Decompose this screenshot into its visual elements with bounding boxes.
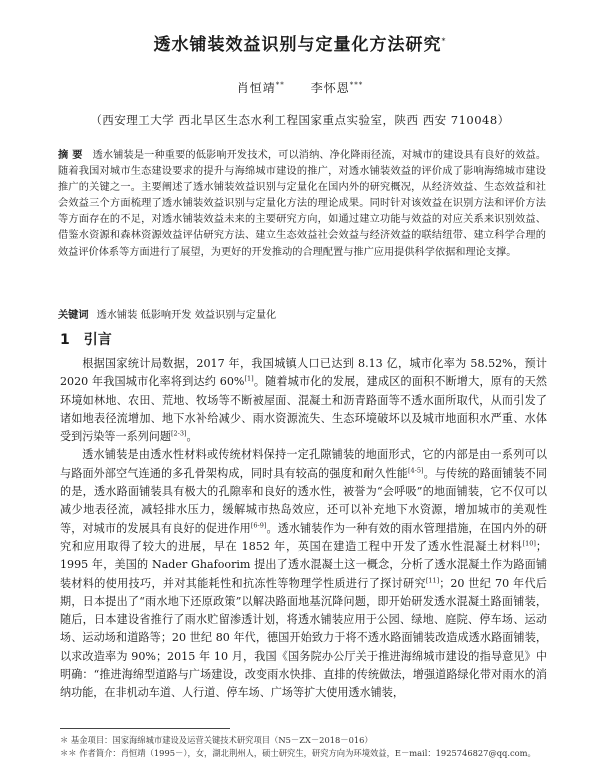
section-title: 引言	[83, 332, 112, 348]
author-first-mark: **	[275, 81, 285, 89]
footnote-author: ＊＊ 作者简介：肖恒靖（1995－），女，湖北荆州人，硕士研究生，研究方向为环境效益，E－mail：1925746827@qq.com。	[60, 748, 536, 758]
citation: [10]	[522, 539, 536, 548]
footnote-funding: ＊ 基金项目：国家海绵城市建设及运营关键技术研究项目（N5－ZX－2018－016）	[60, 735, 373, 745]
abstract-text: 透水铺装是一种重要的低影响开发技术，可以消纳、净化降雨径流，对城市的建设具有良好的效益。随着我国对城市生态建设要求的提升与海绵城市建设的推广，对透水铺装效益的评价成了影响海绵城市建设推广的关键之一。主要阐述了透水铺装效益识别与定量化在国内外的研究概况，从经济效益、生态效益和社会效益三个方面梳理了透水铺装效益识别与定量化方法的理论成果。同时针对该效益在识别方法和评价方法等方面存在的不足，对透水铺装效益未来的主要研究方向，如通过建立功能与效益的对应关系来识别效益、借鉴水资源和森林资源效益评估研究方法、建立生态效益社会效益与经济效益的联结纽带、建立科学合理的效益评价体系等方面进行了展望，为更好的开发推动的合理配置与推广应用提供科学依据和理论支撑。	[58, 150, 547, 258]
section-number: 1	[60, 332, 70, 348]
paragraph: 透水铺装是由透水性材料或传统材料保持一定孔隙铺装的地面形式，它的内部是由一系列可以与路面外部空气连通的多孔骨架构成，同时具有较高的强度和耐久性能[4-5]。与传统的路面铺装不同的是，透水路面铺装具有极大的孔隙率和良好的透水性，被誉为“会呼吸”的地面铺装，它不仅可以减少地表径流，减轻排水压力，缓解城市热岛效应，还可以补充地下水资源，增加城市的美观性等，对城市的发展具有良好的促进作用[6-9]。透水铺装作为一种有效的雨水管理措施，在国内外的研究和应用取得了较大的进展，早在 1852 年，英国在建造工程中开发了透水性混凝土材料[10]；1995 年，美国的 Nader Ghafoorim 提出了透水混凝土这一概念，分析了透水混凝土作为路面铺装材料的使用技巧，并对其能耗性和抗冻性等物理学性质进行了探讨研究[11]；20 世纪 70 年代后期，日本提出了“雨水地下还原政策”以解决路面地基沉降问题，即开始研发透水混凝土路面铺装，随后，日本建设省推行了雨水贮留渗透计划，将透水铺装应用于公园、绿地、庭院、停车场、运动场、运动场和道路等；20 世纪 80 年代，德国开始致力于将不透水路面铺装改造成透水路面铺装，以求改造率为 90%；2015 年 10 月，我国《国务院办公厅关于推进海绵城市建设的指导意见》中明确：“推进海绵型道路与广场建设，改变雨水快排、直排的传统做法，增强道路绿化带对雨水的消纳功能，在非机动车道、人行道、停车场、广场等扩大使用透水铺装，	[60, 448, 547, 700]
citation: [11]	[425, 575, 440, 584]
citation: [6-9]	[250, 520, 267, 529]
abstract-label: 摘要	[58, 150, 87, 161]
author-second: 李怀恩	[310, 81, 350, 95]
title-footnote-mark: *	[441, 36, 447, 46]
paper-title	[0, 30, 600, 55]
keywords	[58, 308, 546, 324]
keywords-label: 关键词	[58, 310, 89, 321]
section-heading	[60, 329, 112, 349]
citation: [2-3]	[170, 429, 187, 438]
author-first: 肖恒靖	[236, 81, 276, 95]
author-second-mark: ***	[349, 81, 364, 89]
footnote-rule	[60, 728, 230, 729]
abstract	[58, 148, 546, 261]
keywords-items: 透水铺装 低影响开发 效益识别与定量化	[96, 310, 277, 321]
title-text: 透水铺装效益识别与定量化方法研究	[153, 35, 442, 55]
citation: [1]	[244, 374, 254, 383]
body-text	[60, 355, 547, 703]
paragraph: 根据国家统计局数据，2017 年，我国城镇人口已达到 8.13 亿，城市化率为 58.52%，预计 2020 年我国城市化率将到达约 60%[1]。随着城市化的发展，建成区的面积不断增大，原有的天然环境如林地、农田、荒地、牧场等不断被屋面、混凝土和沥青路面等不透水面所取代，从而引发了诸如地表径流增加、地下水补给减少、雨水资源流失、生态环境破坏以及城市地面积水严重、水体受到污染等一系列问题[2-3]。	[60, 357, 547, 444]
citation: [4-5]	[407, 466, 424, 475]
footnotes	[60, 734, 552, 760]
author-line	[0, 79, 600, 96]
affiliation: （西安理工大学 西北旱区生态水利工程国家重点实验室，陕西 西安 710048）	[90, 113, 510, 127]
